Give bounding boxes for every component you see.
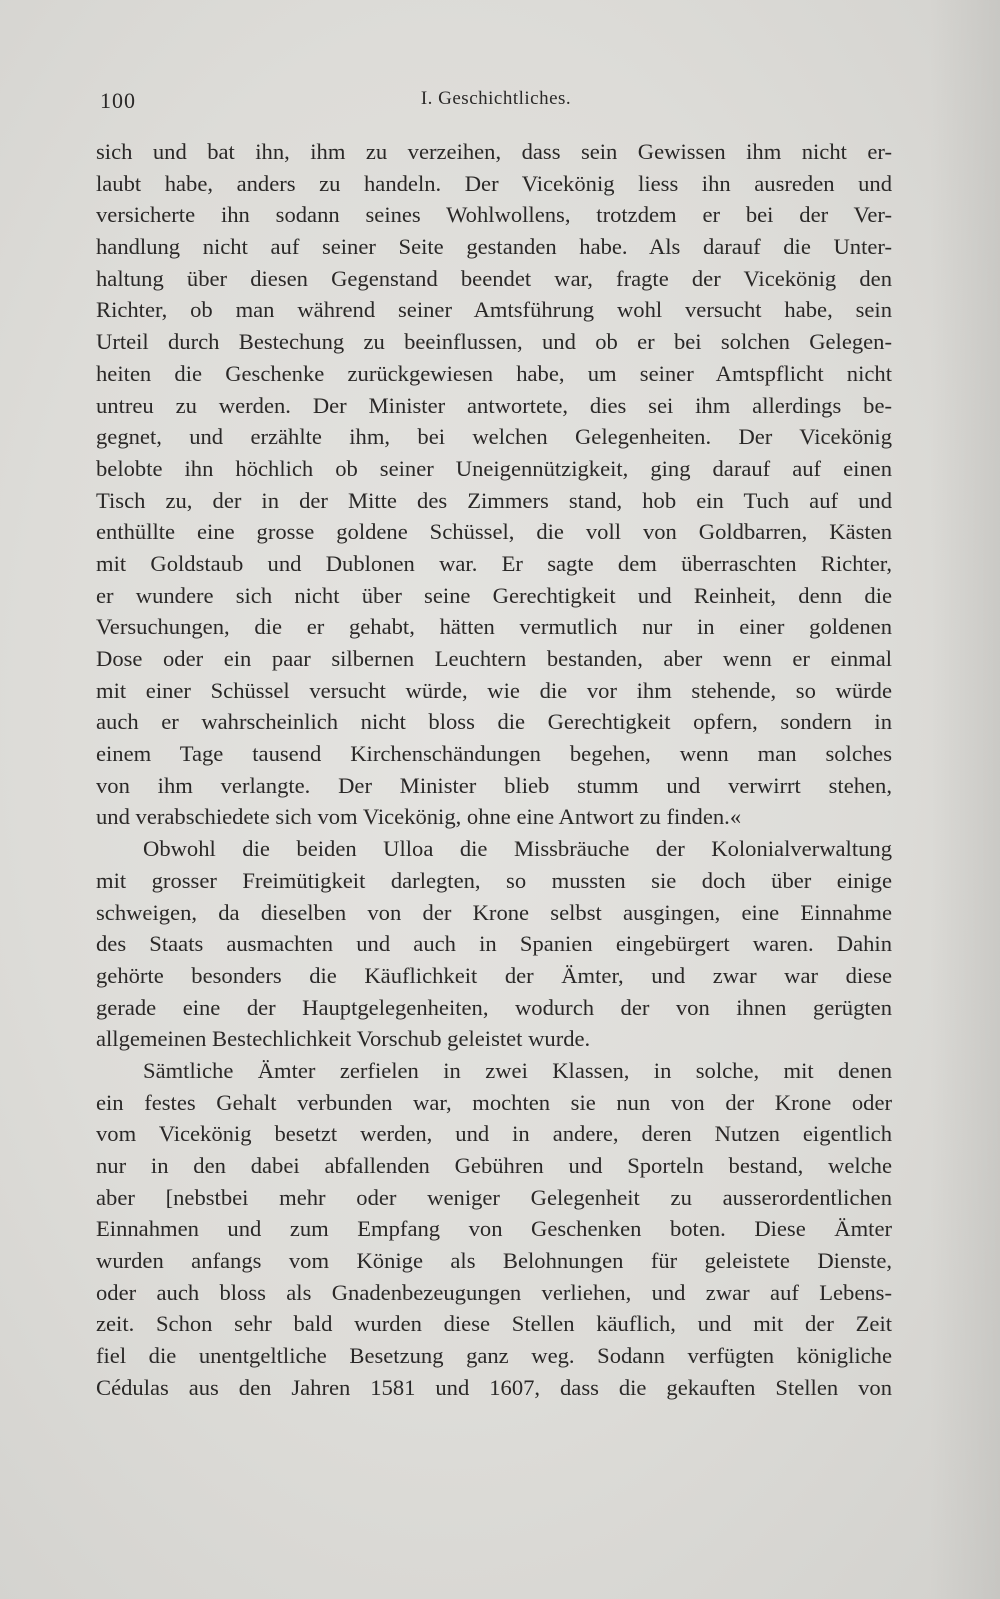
text-line: Tisch zu, der in der Mitte des Zimmers stand, hob ein Tuch auf und xyxy=(96,487,892,513)
page-number: 100 xyxy=(100,88,136,113)
text-line: allgemeinen Bestechlichkeit Vorschub geleistet wurde. xyxy=(96,1026,591,1052)
text-line: wurden anfangs vom Könige als Belohnungen für geleistete Dienste, xyxy=(96,1248,892,1274)
text-line: Urteil durch Bestechung zu beeinflussen, und ob er bei solchen Gelegen- xyxy=(96,329,892,355)
text-line: mit Goldstaub und Dublonen war. Er sagte dem überraschten Richter, xyxy=(96,550,892,576)
text-line: schweigen, da dieselben von der Krone selbst ausgingen, eine Einnahme xyxy=(96,899,892,925)
text-line: Versuchungen, die er gehabt, hätten vermutlich nur in einer goldenen xyxy=(96,614,892,640)
text-line: laubt habe, anders zu handeln. Der Vicekönig liess ihn ausreden und xyxy=(96,170,892,196)
text-line: und verabschiedete sich vom Vicekönig, ohne eine Antwort zu finden.« xyxy=(96,804,742,830)
text-line: er wundere sich nicht über seine Gerechtigkeit und Reinheit, denn die xyxy=(96,582,892,608)
running-head: I. Geschichtliches. xyxy=(420,88,572,109)
text-line: mit grosser Freimütigkeit darlegten, so mussten sie doch über einige xyxy=(96,867,892,893)
body-text xyxy=(96,136,892,1404)
page-edge-shadow xyxy=(930,0,1000,1599)
text-line: sich und bat ihn, ihm zu verzeihen, dass sein Gewissen ihm nicht er- xyxy=(96,139,892,164)
text-line: mit einer Schüssel versucht würde, wie die vor ihm stehende, so würde xyxy=(96,677,892,703)
text-line: aber [nebstbei mehr oder weniger Gelegenheit zu ausserordentlichen xyxy=(96,1184,892,1210)
paragraph-start-line: Sämtliche Ämter zerfielen in zwei Klassen, in solche, mit denen xyxy=(143,1057,892,1083)
text-line: gerade eine der Hauptgelegenheiten, wodurch der von ihnen gerügten xyxy=(96,994,892,1020)
text-line: enthüllte eine grosse goldene Schüssel, die voll von Goldbarren, Kästen xyxy=(96,519,892,545)
page-header xyxy=(100,88,892,118)
text-line: gehörte besonders die Käuflichkeit der Ämter, und zwar war diese xyxy=(96,962,892,988)
text-line: vom Vicekönig besetzt werden, und in andere, deren Nutzen eigentlich xyxy=(96,1121,892,1147)
text-line: Cédulas aus den Jahren 1581 und 1607, dass die gekauften Stellen von xyxy=(96,1374,892,1400)
text-line: Dose oder ein paar silbernen Leuchtern bestanden, aber wenn er einmal xyxy=(96,646,892,671)
text-line: gegnet, und erzählte ihm, bei welchen Gelegenheiten. Der Vicekönig xyxy=(96,424,892,450)
text-line: fiel die unentgeltliche Besetzung ganz weg. Sodann verfügten königliche xyxy=(96,1343,892,1369)
text-line: heiten die Geschenke zurückgewiesen habe, um seiner Amtspflicht nicht xyxy=(96,360,892,386)
text-line: von ihm verlangte. Der Minister blieb stumm und verwirrt stehen, xyxy=(96,772,892,798)
text-line: nur in den dabei abfallenden Gebühren und Sporteln bestand, welche xyxy=(96,1153,892,1178)
text-line: oder auch bloss als Gnadenbezeugungen verliehen, und zwar auf Lebens- xyxy=(96,1279,892,1305)
text-line: haltung über diesen Gegenstand beendet war, fragte der Vicekönig den xyxy=(96,265,892,291)
text-line: versicherte ihn sodann seines Wohlwollens, trotzdem er bei der Ver- xyxy=(96,202,892,228)
text-line: handlung nicht auf seiner Seite gestanden habe. Als darauf die Unter- xyxy=(96,234,892,260)
text-line: ein festes Gehalt verbunden war, mochten sie nun von der Krone oder xyxy=(96,1089,892,1115)
text-line: zeit. Schon sehr bald wurden diese Stellen käuflich, und mit der Zeit xyxy=(96,1311,892,1337)
text-line: einem Tage tausend Kirchenschändungen begehen, wenn man solches xyxy=(96,741,892,767)
text-line: Richter, ob man während seiner Amtsführung wohl versucht habe, sein xyxy=(96,297,892,323)
text-line: untreu zu werden. Der Minister antwortete, dies sei ihm allerdings be- xyxy=(96,392,892,418)
paragraph-start-line: Obwohl die beiden Ulloa die Missbräuche der Kolonialverwaltung xyxy=(143,836,892,862)
text-line: auch er wahrscheinlich nicht bloss die Gerechtigkeit opfern, sondern in xyxy=(96,709,892,735)
text-line: des Staats ausmachten und auch in Spanien eingebürgert waren. Dahin xyxy=(96,931,892,957)
text-line: belobte ihn höchlich ob seiner Uneigennützigkeit, ging darauf auf einen xyxy=(96,455,892,481)
text-line: Einnahmen und zum Empfang von Geschenken boten. Diese Ämter xyxy=(96,1216,892,1242)
